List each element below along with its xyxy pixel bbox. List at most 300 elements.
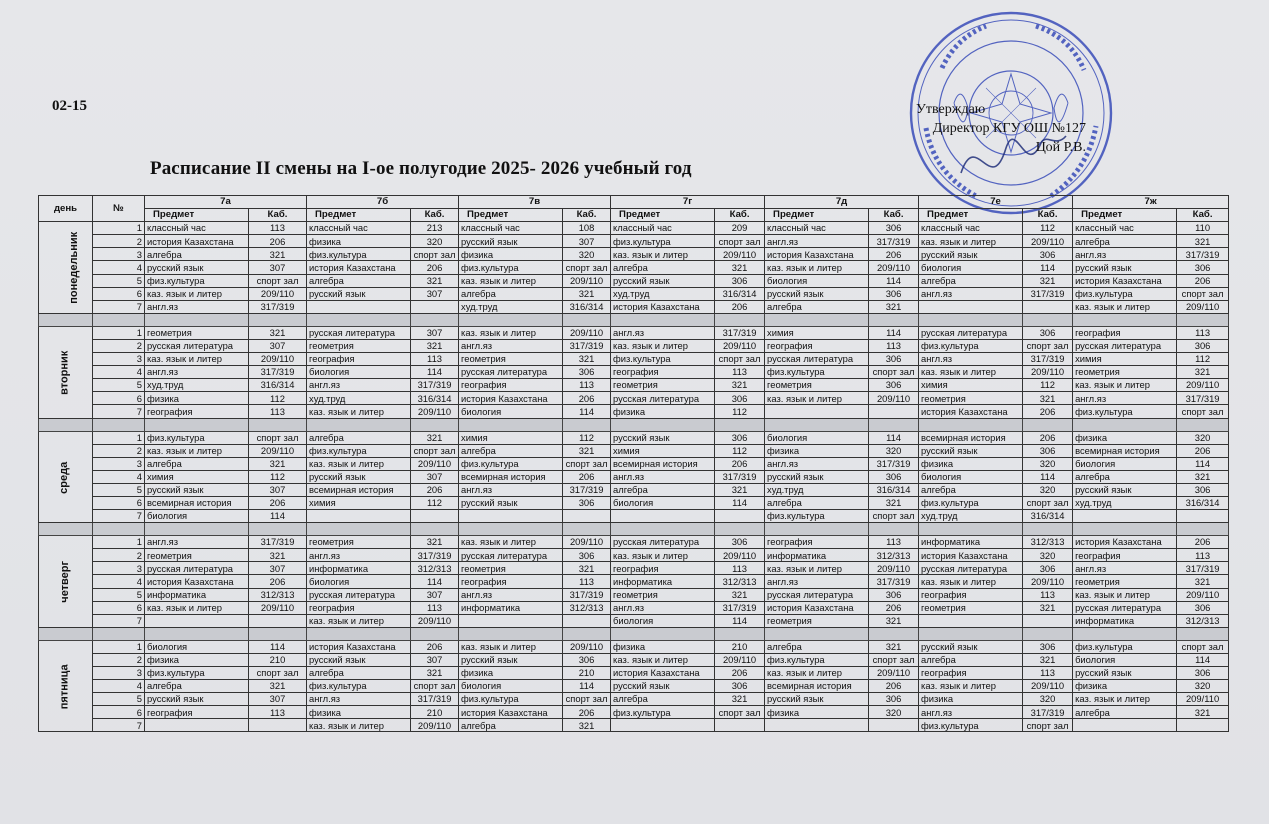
room-cell: 209/110 <box>563 640 611 653</box>
room-cell: спорт зал <box>869 510 919 523</box>
separator-cell <box>1177 313 1229 326</box>
subject-cell: информатика <box>1073 614 1177 627</box>
subject-cell: всемирная история <box>459 470 563 483</box>
subject-cell: биология <box>145 640 249 653</box>
subject-cell: алгебра <box>1073 706 1177 719</box>
subject-cell: история Казахстана <box>1073 536 1177 549</box>
subject-cell: русская литература <box>611 536 715 549</box>
subject-cell: худ.труд <box>459 300 563 313</box>
room-cell: 210 <box>249 653 307 666</box>
subject-cell: география <box>611 366 715 379</box>
subject-cell: всемирная история <box>919 431 1023 444</box>
room-header: Каб. <box>715 209 765 222</box>
subject-cell: биология <box>1073 457 1177 470</box>
room-cell: 113 <box>1177 326 1229 339</box>
subject-cell: геометрия <box>307 339 411 352</box>
room-cell: 320 <box>1023 457 1073 470</box>
subject-cell: русский язык <box>611 274 715 287</box>
subject-cell: химия <box>611 444 715 457</box>
room-cell <box>1177 510 1229 523</box>
room-cell: спорт зал <box>249 431 307 444</box>
subject-cell: всемирная история <box>1073 444 1177 457</box>
room-cell: 112 <box>249 470 307 483</box>
table-row <box>39 680 1229 693</box>
subject-cell: русский язык <box>459 496 563 509</box>
room-cell: спорт зал <box>563 693 611 706</box>
subject-cell: русская литература <box>307 588 411 601</box>
room-cell: 307 <box>563 235 611 248</box>
subject-cell: англ.яз <box>611 326 715 339</box>
room-cell: 316/314 <box>869 483 919 496</box>
room-cell: 306 <box>869 287 919 300</box>
room-cell: 317/319 <box>1023 353 1073 366</box>
subject-cell: информатика <box>145 588 249 601</box>
room-cell: 321 <box>715 379 765 392</box>
room-cell: 316/314 <box>1023 510 1073 523</box>
separator-cell <box>145 313 249 326</box>
table-row <box>39 392 1229 405</box>
separator-cell <box>93 627 145 640</box>
schedule-body <box>39 222 1229 732</box>
room-cell: 306 <box>563 653 611 666</box>
room-cell: 312/313 <box>1177 614 1229 627</box>
schedule-header <box>39 196 1229 222</box>
room-cell: 321 <box>1177 706 1229 719</box>
table-row <box>39 496 1229 509</box>
subject-cell: англ.яз <box>145 366 249 379</box>
lesson-number: 3 <box>93 667 145 680</box>
subject-cell: русский язык <box>611 431 715 444</box>
separator-cell <box>249 313 307 326</box>
room-cell: 321 <box>1177 366 1229 379</box>
room-cell: 306 <box>1023 562 1073 575</box>
separator-cell <box>307 523 411 536</box>
room-cell: 320 <box>1023 693 1073 706</box>
separator-cell <box>249 627 307 640</box>
separator-cell <box>145 418 249 431</box>
separator-cell <box>249 523 307 536</box>
separator-cell <box>1073 313 1177 326</box>
subject-cell: физика <box>145 392 249 405</box>
room-cell: 307 <box>249 483 307 496</box>
room-cell: 209/110 <box>1023 366 1073 379</box>
table-row <box>39 549 1229 562</box>
subject-cell: география <box>307 601 411 614</box>
room-cell: 114 <box>715 496 765 509</box>
room-cell: 112 <box>1023 379 1073 392</box>
room-cell: 114 <box>869 431 919 444</box>
lesson-number: 5 <box>93 379 145 392</box>
subject-cell: история Казахстана <box>765 601 869 614</box>
subject-cell: классный час <box>145 222 249 235</box>
subject-cell: алгебра <box>145 248 249 261</box>
day-separator-row <box>39 627 1229 640</box>
subject-cell: каз. язык и литер <box>765 261 869 274</box>
room-cell <box>563 510 611 523</box>
room-header: Каб. <box>1177 209 1229 222</box>
schedule-table <box>38 195 1229 732</box>
room-cell <box>1023 614 1073 627</box>
table-row <box>39 300 1229 313</box>
lesson-number: 1 <box>93 536 145 549</box>
table-row <box>39 326 1229 339</box>
room-cell: 114 <box>715 614 765 627</box>
subject-cell: алгебра <box>145 457 249 470</box>
room-cell: 307 <box>411 470 459 483</box>
lesson-number: 6 <box>93 287 145 300</box>
separator-cell <box>919 523 1023 536</box>
room-cell: 306 <box>869 353 919 366</box>
separator-cell <box>1023 313 1073 326</box>
room-cell: 306 <box>715 680 765 693</box>
room-cell: 307 <box>249 261 307 274</box>
room-cell: 206 <box>563 470 611 483</box>
subject-cell: физ.культура <box>459 261 563 274</box>
room-cell: 321 <box>1177 575 1229 588</box>
subject-cell: русский язык <box>919 248 1023 261</box>
subject-cell: геометрия <box>145 326 249 339</box>
room-cell: 113 <box>249 222 307 235</box>
day-column-header: день <box>39 196 93 222</box>
subject-cell: русский язык <box>1073 483 1177 496</box>
subject-cell: география <box>1073 326 1177 339</box>
subject-cell: алгебра <box>611 483 715 496</box>
subject-cell: алгебра <box>307 431 411 444</box>
subject-cell: алгебра <box>1073 235 1177 248</box>
lesson-number: 1 <box>93 640 145 653</box>
day-label: четверг <box>58 561 71 603</box>
subject-cell: каз. язык и литер <box>919 366 1023 379</box>
lesson-number: 2 <box>93 339 145 352</box>
table-row <box>39 431 1229 444</box>
subject-cell: физ.культура <box>307 248 411 261</box>
room-cell: 321 <box>249 549 307 562</box>
subject-cell: русский язык <box>765 470 869 483</box>
separator-cell <box>563 523 611 536</box>
room-cell: 114 <box>563 405 611 418</box>
room-cell: 114 <box>869 326 919 339</box>
lesson-number: 1 <box>93 431 145 444</box>
room-cell: 114 <box>249 510 307 523</box>
subject-cell: каз. язык и литер <box>611 549 715 562</box>
separator-cell <box>1073 418 1177 431</box>
subject-cell: русский язык <box>919 444 1023 457</box>
room-cell <box>249 719 307 732</box>
room-cell: 209/110 <box>249 287 307 300</box>
subject-cell: биология <box>611 614 715 627</box>
separator-cell <box>145 627 249 640</box>
subject-cell: геометрия <box>919 392 1023 405</box>
subject-cell: каз. язык и литер <box>145 444 249 457</box>
room-cell: 307 <box>249 562 307 575</box>
room-cell: 316/314 <box>1177 496 1229 509</box>
room-cell: 206 <box>1023 405 1073 418</box>
room-cell: 206 <box>411 261 459 274</box>
table-row <box>39 483 1229 496</box>
room-cell: 209/110 <box>411 719 459 732</box>
subject-cell: информатика <box>765 549 869 562</box>
lesson-number: 5 <box>93 483 145 496</box>
room-cell: 317/319 <box>411 379 459 392</box>
subject-cell: химия <box>1073 353 1177 366</box>
room-cell: спорт зал <box>249 667 307 680</box>
subject-cell: алгебра <box>611 693 715 706</box>
room-cell: 321 <box>563 353 611 366</box>
room-cell: 320 <box>869 444 919 457</box>
room-cell: 320 <box>1023 549 1073 562</box>
room-cell: 114 <box>249 640 307 653</box>
room-cell: 321 <box>1023 392 1073 405</box>
room-cell: 206 <box>869 601 919 614</box>
subject-cell: химия <box>307 496 411 509</box>
subject-cell: физ.культура <box>145 274 249 287</box>
subject-cell: каз. язык и литер <box>307 719 411 732</box>
room-cell: 317/319 <box>249 300 307 313</box>
room-cell: 317/319 <box>411 549 459 562</box>
subject-cell <box>145 614 249 627</box>
subject-cell: физ.культура <box>307 444 411 457</box>
subject-cell: англ.яз <box>145 300 249 313</box>
separator-cell <box>715 313 765 326</box>
day-separator-row <box>39 523 1229 536</box>
subject-cell: русский язык <box>459 235 563 248</box>
schedule-title: Расписание II смены на I-ое полугодие 2025- 2026 учебный год <box>150 158 692 179</box>
subject-cell: русская литература <box>765 588 869 601</box>
separator-cell <box>563 313 611 326</box>
room-cell: спорт зал <box>1023 339 1073 352</box>
table-row <box>39 457 1229 470</box>
room-cell: 316/314 <box>411 392 459 405</box>
room-cell: 321 <box>869 614 919 627</box>
room-cell: 317/319 <box>869 575 919 588</box>
subject-cell: русский язык <box>611 680 715 693</box>
subject-cell: география <box>145 706 249 719</box>
separator-cell <box>715 418 765 431</box>
table-row <box>39 248 1229 261</box>
table-row <box>39 287 1229 300</box>
subject-cell: география <box>765 339 869 352</box>
room-cell: 209/110 <box>411 405 459 418</box>
room-cell: 320 <box>1177 431 1229 444</box>
subject-cell: физика <box>459 667 563 680</box>
room-cell: 210 <box>411 706 459 719</box>
subject-cell: геометрия <box>611 379 715 392</box>
subject-cell: англ.яз <box>145 536 249 549</box>
subject-cell: биология <box>919 470 1023 483</box>
subject-cell: история Казахстана <box>611 667 715 680</box>
day-separator-row <box>39 418 1229 431</box>
room-cell: 321 <box>715 261 765 274</box>
subject-cell: каз. язык и литер <box>307 405 411 418</box>
room-cell <box>249 614 307 627</box>
document-code: 02-15 <box>52 98 87 114</box>
room-header: Каб. <box>563 209 611 222</box>
subject-cell: физ.культура <box>765 510 869 523</box>
room-cell: 206 <box>715 457 765 470</box>
room-cell: 113 <box>715 366 765 379</box>
separator-cell <box>145 523 249 536</box>
table-row <box>39 653 1229 666</box>
table-row <box>39 510 1229 523</box>
subject-cell: история Казахстана <box>1073 274 1177 287</box>
table-row <box>39 470 1229 483</box>
subject-cell: англ.яз <box>1073 392 1177 405</box>
separator-cell <box>869 313 919 326</box>
room-cell <box>411 510 459 523</box>
room-cell: 307 <box>249 339 307 352</box>
room-cell: 306 <box>1177 667 1229 680</box>
room-cell: 317/319 <box>715 470 765 483</box>
subject-cell: алгебра <box>919 653 1023 666</box>
room-cell: 307 <box>411 287 459 300</box>
lesson-number: 7 <box>93 300 145 313</box>
room-cell: 306 <box>1177 339 1229 352</box>
subject-cell: каз. язык и литер <box>1073 300 1177 313</box>
separator-cell <box>307 313 411 326</box>
room-cell: спорт зал <box>411 248 459 261</box>
lesson-number: 6 <box>93 601 145 614</box>
subject-cell: русский язык <box>765 693 869 706</box>
subject-cell: информатика <box>919 536 1023 549</box>
subject-header: Предмет <box>765 209 869 222</box>
subject-cell: англ.яз <box>459 483 563 496</box>
room-cell: 112 <box>715 444 765 457</box>
subject-cell: англ.яз <box>611 601 715 614</box>
room-cell <box>1023 300 1073 313</box>
class-header: 7а <box>145 196 307 209</box>
room-cell: спорт зал <box>869 366 919 379</box>
subject-cell: биология <box>459 680 563 693</box>
room-cell: 206 <box>1177 274 1229 287</box>
table-row <box>39 706 1229 719</box>
room-cell: спорт зал <box>563 261 611 274</box>
room-cell: 312/313 <box>249 588 307 601</box>
subject-cell: англ.яз <box>459 339 563 352</box>
subject-cell: информатика <box>459 601 563 614</box>
room-cell: 317/319 <box>1177 562 1229 575</box>
separator-cell <box>1023 523 1073 536</box>
subject-cell: русская литература <box>145 339 249 352</box>
lesson-number: 1 <box>93 222 145 235</box>
subject-cell: худ.труд <box>1073 496 1177 509</box>
subject-cell: химия <box>765 326 869 339</box>
subject-cell: русская литература <box>459 366 563 379</box>
lesson-number: 7 <box>93 614 145 627</box>
subject-cell: каз. язык и литер <box>765 392 869 405</box>
table-row <box>39 640 1229 653</box>
room-cell: 316/314 <box>563 300 611 313</box>
separator-cell <box>249 418 307 431</box>
subject-cell: физика <box>919 457 1023 470</box>
subject-cell: физика <box>145 653 249 666</box>
room-cell: 321 <box>869 300 919 313</box>
subject-cell: геометрия <box>459 353 563 366</box>
separator-cell <box>1177 523 1229 536</box>
subject-cell: физика <box>307 706 411 719</box>
room-cell: 312/313 <box>411 562 459 575</box>
day-label-cell <box>39 431 93 523</box>
approval-line-1: Утверждаю <box>916 102 986 117</box>
day-label-cell <box>39 536 93 628</box>
room-cell: 321 <box>563 444 611 457</box>
room-cell: 306 <box>1023 248 1073 261</box>
separator-cell <box>1177 418 1229 431</box>
subject-cell: худ.труд <box>611 287 715 300</box>
subject-cell: англ.яз <box>919 353 1023 366</box>
room-cell: спорт зал <box>1023 719 1073 732</box>
subject-cell: русский язык <box>145 261 249 274</box>
subject-cell: история Казахстана <box>459 706 563 719</box>
subject-cell: русская литература <box>765 353 869 366</box>
table-row <box>39 693 1229 706</box>
subject-cell: худ.труд <box>145 379 249 392</box>
subject-cell: каз. язык и литер <box>459 640 563 653</box>
table-row <box>39 353 1229 366</box>
subject-cell: информатика <box>611 575 715 588</box>
subject-cell <box>919 300 1023 313</box>
separator-cell <box>869 523 919 536</box>
separator-cell <box>765 627 869 640</box>
subject-cell <box>145 719 249 732</box>
subject-cell: русский язык <box>765 287 869 300</box>
room-cell: 209/110 <box>249 601 307 614</box>
subject-cell <box>611 510 715 523</box>
room-cell: 306 <box>715 536 765 549</box>
lesson-number: 3 <box>93 353 145 366</box>
table-row <box>39 235 1229 248</box>
subject-cell: англ.яз <box>765 457 869 470</box>
room-cell <box>715 510 765 523</box>
room-cell: 321 <box>249 326 307 339</box>
room-cell: 113 <box>563 379 611 392</box>
separator-cell <box>869 418 919 431</box>
subject-cell: геометрия <box>307 536 411 549</box>
room-cell: спорт зал <box>1023 496 1073 509</box>
room-cell: 317/319 <box>563 588 611 601</box>
room-cell: 320 <box>869 706 919 719</box>
subject-cell: англ.яз <box>765 235 869 248</box>
room-cell: 306 <box>1023 640 1073 653</box>
room-cell: 317/319 <box>1177 248 1229 261</box>
lesson-number: 6 <box>93 496 145 509</box>
number-column-header: № <box>93 196 145 222</box>
room-cell: 209/110 <box>715 653 765 666</box>
subject-cell: история Казахстана <box>919 405 1023 418</box>
table-row <box>39 588 1229 601</box>
room-cell: спорт зал <box>869 653 919 666</box>
approval-line-3: Цой Р.В. <box>1035 140 1086 155</box>
subject-cell: русский язык <box>307 653 411 666</box>
subject-cell: каз. язык и литер <box>459 536 563 549</box>
room-cell: 206 <box>249 235 307 248</box>
table-row <box>39 274 1229 287</box>
subject-cell: география <box>611 562 715 575</box>
separator-cell <box>1023 418 1073 431</box>
room-cell: 320 <box>1023 483 1073 496</box>
class-header: 7б <box>307 196 459 209</box>
table-row <box>39 536 1229 549</box>
table-row <box>39 366 1229 379</box>
room-cell: 306 <box>869 693 919 706</box>
room-cell: 209/110 <box>869 667 919 680</box>
table-row <box>39 601 1229 614</box>
separator-cell <box>39 523 93 536</box>
room-cell: 306 <box>715 392 765 405</box>
separator-cell <box>459 523 563 536</box>
subject-cell: русская литература <box>611 392 715 405</box>
separator-cell <box>611 418 715 431</box>
subject-cell: русский язык <box>307 470 411 483</box>
